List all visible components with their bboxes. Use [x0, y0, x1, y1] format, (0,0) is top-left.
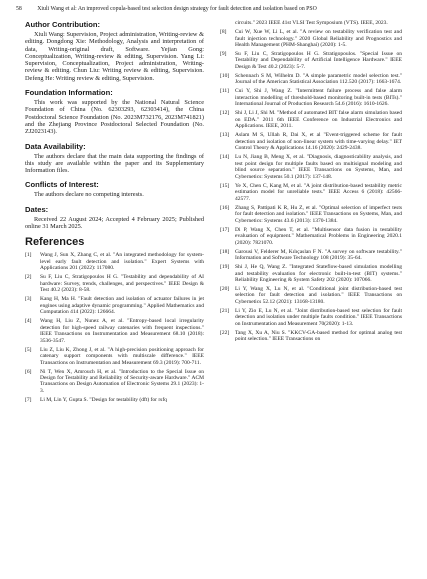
section-text-author-contribution: Xiuli Wang: Supervision, Project administration, Writing-review & editing. Dongdong Xie: Methodology, Analysis and interpretation of data, Writing-original draft, Software. Yejian Gong: Conceptualization, Writing-review & editing, Supervision. Yang Li: Supervision, Conceptualization, Project administration, Writing-review & editing. Chun Liu: Writing review & editing, Supervision. Defeng He: Writing review & editing, Supervision.: [25, 31, 204, 82]
reference-text: Tang X, Xu A, Niu S. "KKCV-GA-based method for optimal analog test point selection." IEEE Transactions on: [235, 329, 402, 343]
reference-item: [220, 88, 402, 107]
reference-number: [9]: [220, 51, 227, 57]
page-number: 58: [16, 6, 22, 12]
reference-text: Shi J, He Q, Wang Z. "Integrated Stateflow-based simulation modelling and testability evaluation for electronic built-in-test (BIT) systems." Reliability Engineering & System Safety 202 (2020): 107066.: [235, 264, 402, 283]
reference-number: [18]: [220, 248, 230, 255]
reference-number: [6]: [25, 368, 32, 375]
reference-number: [17]: [220, 226, 230, 233]
reference-number: [13]: [220, 132, 230, 139]
reference-number: [14]: [220, 154, 230, 161]
reference-text: Ni T, Wen X, Amrouch H, et al. "Introduction to the Special Issue on Design for Testability and Reliability of Security-aware Hardware." ACM Transactions on Design Automation of Electronic Systems 29.1 (2023): 1-3.: [40, 368, 204, 394]
reference-number: [15]: [220, 182, 230, 189]
reference-text: Wang J, Sun X, Zhang C, et al. "An integrated methodology for system-level early fault detection and isolation." Expert Systems with Applications 201 (2022): 117080.: [40, 252, 204, 272]
reference-item: [220, 110, 402, 129]
section-heading-data-availability: Data Availability:: [25, 141, 86, 151]
reference-text: Liu Z, Liu K, Zhong J, et al. "A high-precision positioning approach for catenary support components with multiscale difference." IEEE Transactions on Instrumentation and Measurement 69.3 (2019): 700-711.: [40, 346, 204, 366]
reference-number: [20]: [220, 286, 230, 293]
reference-item: [25, 347, 204, 366]
reference-number: [7]: [25, 396, 32, 403]
reference-item: [25, 397, 204, 403]
reference-number: [10]: [220, 72, 230, 79]
reference-text: Zhang S, Pattipati K R, Hu Z, et al. "Optimal selection of imperfect tests for fault detection and isolation." IEEE Transactions on Systems, Man, and Cybernetics: Systems 43.6 (2013): 1370-1384.: [235, 204, 402, 224]
section-text-dates: Received 22 August 2024; Accepted 4 February 2025; Published online 31 March 2025.: [25, 215, 204, 231]
reference-text: Lu N, Jiang B, Meng X, et al. "Diagnosis, diagnosticability analysis, and test point design for multiple faults based on multisignal modeling and blind source separation." IEEE Transactions on Systems, Man, and Cybernetics: Systems 50.1 (2017): 137-148.: [235, 154, 402, 180]
reference-item: [25, 318, 204, 344]
reference-item: [220, 286, 402, 305]
reference-item: [220, 264, 402, 283]
reference-text: Su F, Liu C, Stratigopoulos H G. Stratigopoulos. "Special Issue on Testability and Dependability of Artificial Intelligence Hardware." IEEE Design & Test 40.2 (2023): 5-7.: [235, 51, 402, 70]
section-text-foundation: This work was supported by the National Natural Science Foundation of China (No. 62303293, 62303414), the China Postdoctoral Science Foundation (No. 2023M732176, 2023M741821) and the Zhejiang Province Postdoctoral Selected Foundation (No. ZJ2023143).: [25, 99, 204, 136]
reference-text: Su F, Liu C, Stratigopoulos H G. "Testability and dependability of AI hardware: Survey, trends, challenges, and perspectives." IEEE Design & Test 40.2 (2023): 8-58.: [40, 274, 204, 294]
reference-number: [21]: [220, 307, 230, 314]
section-heading-dates: Dates:: [25, 204, 49, 214]
reference-text: Kang H, Ma H. "Fault detection and isolation of actuator failures in jet engines using adaptive dynamic programming." Applied Mathematics and Computation 414 (2022): 126664.: [40, 296, 204, 316]
running-title: Xiuli Wang et al: An improved copula-based test selection design strategy for fault detection and isolation based on PSO: [37, 6, 317, 12]
reference-text: Shi J, Li J, Shi M. "Method of automated BIT false alarm simulation based on EDA." 2011 6th IEEE Conference on Industrial Electronics and Applications. IEEE, 2011.: [235, 110, 402, 130]
reference-item: [220, 132, 402, 151]
reference-item: [220, 205, 402, 224]
references-heading: References: [25, 236, 85, 249]
reference-text: Aslam M S, Ullah R, Dai X, et al "Event-triggered scheme for fault detection and isolation of non-linear system with time-varying delay." IET Control Theory & Applications 14.16 (2020): 2429-2438.: [235, 132, 402, 152]
reference-number: [8]: [220, 29, 227, 36]
section-heading-author-contribution: Author Contribution:: [25, 20, 101, 29]
reference-item: [220, 249, 402, 262]
section-text-data-availability: The authors declare that the main data supporting the findings of this study are available within the paper and its Supplementary Information files.: [25, 152, 204, 175]
reference-text: Cui W, Xue W, Li L, et al. "A review on testability verification test and fault injection technology." 2020 Global Reliability and Prognostics and Health Management (PHM-Shanghai) (2020): 1-5.: [235, 29, 402, 48]
reference-item: [25, 369, 204, 395]
reference-number: [11]: [220, 88, 229, 95]
reference-text: Li Y, Wang X, Lu N, et al. "Conditional joint distribution-based test selection for fault detection and isolation." IEEE Transactions on Cybernetics 52.12 (2021): 13168-13180.: [235, 286, 402, 305]
right-column: [220, 20, 402, 345]
reference-text: Wang H, Liu Z, Nunez A, et al. "Entropy-based local irregularity detection for high-speed railway catenaries with frequent inspections." IEEE Transactions on Instrumentation and Measurement 68.10 (2018): 3536-3547.: [40, 318, 204, 344]
reference-item-continued: [220, 20, 402, 26]
reference-number: [1]: [25, 252, 32, 259]
reference-item: [220, 330, 402, 343]
reference-number: [16]: [220, 204, 230, 211]
reference-item: [220, 227, 402, 246]
reference-item: [220, 154, 402, 180]
reference-number: [12]: [220, 110, 230, 117]
reference-item: [25, 252, 204, 271]
section-heading-foundation: Foundation Information:: [25, 88, 113, 98]
reference-text: Garousi V, Felderer M, Kılıçaslan F N. "A survey on software testability." Information and Software Technology 108 (2019): 35-64.: [235, 248, 402, 262]
running-header: [16, 6, 411, 12]
reference-text: Schennach S M, Wilhelm D. "A simple parametric model selection test." Journal of the American Statistical Association 112.520 (2017): 1663-1674.: [235, 72, 402, 86]
reference-item: [220, 29, 402, 48]
reference-item: [25, 296, 204, 315]
reference-item: [25, 274, 204, 293]
reference-number: [2]: [25, 274, 32, 281]
reference-number: [3]: [25, 296, 32, 303]
left-column: [25, 20, 204, 406]
reference-item: [220, 308, 402, 327]
reference-number: [4]: [25, 318, 32, 325]
reference-text: Ye X, Chen C, Kang M, et al. "A joint distribution-based testability metric estimation model for unreliable tests." IEEE Access 6 (2018): 42566-42577.: [235, 182, 402, 202]
reference-number: [5]: [25, 346, 32, 353]
reference-item: [220, 51, 402, 70]
reference-item: [220, 73, 402, 86]
section-heading-conflicts: Conflicts of Interest:: [25, 180, 99, 190]
section-text-conflicts: The authors declare no competing interests.: [34, 191, 144, 199]
reference-number: [22]: [220, 329, 230, 336]
reference-text: Li M, Lin Y, Gupta S. "Design for testability (dft) for rsfq: [40, 396, 167, 403]
reference-text: Cui Y, Shi J, Wang Z. "Intermittent failure process and false alarm interaction modelling of threshold-based monitoring built-in tests (BITs)." International Journal of Production Research 54.6 (2016): 1610-1626.: [235, 88, 402, 108]
reference-text: Li Y, Zio E, Lu N, et al. "Joint distribution-based test selection for fault detection and isolation under multiple faults condition." IEEE Transactions on Instrumentation and Measurement 70(2020): 1-13.: [235, 307, 402, 327]
reference-text: Di P, Wang X, Chen T, et al. "Multisensor data fusion in testability evaluation of equipment." Mathematical Problems in Engineering 2020.1 (2020): 7821070.: [235, 226, 402, 246]
reference-number: [19]: [220, 264, 230, 271]
reference-text: circuits." 2023 IEEE 41st VLSI Test Symposium (VTS). IEEE, 2023.: [235, 20, 388, 26]
reference-item: [220, 183, 402, 202]
